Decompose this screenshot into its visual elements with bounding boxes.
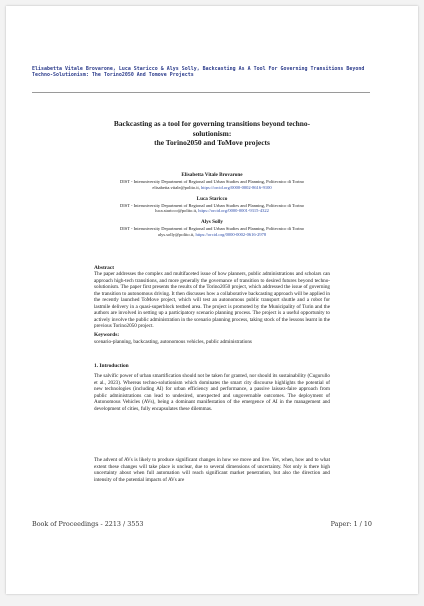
- orcid-link[interactable]: https://orcid.org/0000-0002-8616-9100: [201, 184, 272, 190]
- author-name: Luca Staricco: [196, 195, 228, 202]
- author-affiliation: DIST - Interuniversity Department of Regional and Urban Studies and Planning, Politecnico di Torino: [120, 179, 304, 184]
- author-contact: [66, 232, 358, 238]
- author-name: Alys Solly: [200, 219, 224, 226]
- author-email: alys.solly@polito.it,: [157, 231, 196, 237]
- introduction-paragraph: The salvific power of urban smartification should not be taken for granted, nor should its sustainability (Cugurullo et al., 2023). Whereas techno-solutionism which dominates the smart city discourse highlights the potential of new technologies (including AI) for urban efficiency and performance, a passive laissez-faire approach from public administrations can lead to undesired, unexpected and ungovernable outcomes. The deployment of Autonomous Vehicles (AVs), being a dominant manifestation of the emergence of AI in the management and development of cities, fully encapsulates these dilemmas.: [94, 373, 330, 412]
- document-page: [6, 6, 418, 594]
- keywords-heading: Keywords:: [94, 332, 120, 338]
- title-line: Backcasting as a tool for governing transitions beyond techno-: [113, 119, 311, 128]
- introduction-paragraph: The advent of AVs is likely to produce significant changes in how we move and live. Yet, when, how and to what extent these changes will take place is unclear, due to several dimensions of uncertainty. Not only is there high uncertainty about when full automation will reach significant market penetration, but also the direction and intensity of the potential impacts of AVs are: [94, 457, 330, 483]
- author-email: elisabetta.vitale@polito.it,: [152, 184, 202, 190]
- running-head: Elisabetta Vitale Brovarone, Luca Staricco & Alys Solly, Backcasting As A Tool For Governing Transitions Beyond Techno-Solutionism: The Torino2050 And Tomove Projects: [32, 66, 365, 79]
- author-block: [66, 172, 358, 238]
- proceedings-page-counter: Book of Proceedings - 2213 / 3553: [32, 520, 144, 528]
- abstract-text: The paper addresses the complex and multifaceted issue of how planners, public administrations and scholars can approach high-tech transitions, and more generally the governance of transition to desired futures beyond techno-solutionism. The paper first presents the results of the Torino2050 project, which addressed the issue of governing the transition to autonomous driving. It then discusses how a collaborative backcasting approach will be applied in the recently launched ToMove project, which will test an autonomous public transport shuttle and a robot for lastmile delivery in a quasi-superblock testbed area. The project is promoted by the Municipality of Turin and the authors are involved in setting up a participatory scenario planning process. The project is a useful opportunity to actively involve the public administration in the scenario planning process, taking stock of the lessons learnt in the previous Torino2050 project.: [94, 271, 330, 330]
- author-affiliation: DIST - Interuniversity Department of Regional and Urban Studies and Planning, Politecnico di Torino: [120, 226, 304, 232]
- paper-title: [46, 119, 378, 148]
- title-line: solutionism:: [192, 128, 232, 138]
- author-contact: [66, 208, 358, 214]
- orcid-link[interactable]: https://orcid.org/0000-0001-9315-4322: [198, 208, 269, 214]
- header-divider: [32, 92, 370, 93]
- title-line: the Torino2050 and ToMove projects: [154, 138, 270, 148]
- paper-page-counter: Paper: 1 / 10: [330, 520, 372, 528]
- author-affiliation: DIST - Interuniversity Department of Regional and Urban Studies and Planning, Politecnico di Torino: [120, 202, 304, 208]
- abstract-heading: Abstract: [94, 265, 115, 271]
- keywords-text: scenario-planning, backcasting, autonomous vehicles, public administrations: [94, 339, 252, 345]
- orcid-link[interactable]: https://orcid.org/0000-0002-0616-2978: [195, 231, 267, 237]
- author-contact: [66, 185, 358, 191]
- author-name: Elisabetta Vitale Brovarone: [181, 172, 243, 178]
- author-email: luca.staricco@polito.it,: [155, 208, 199, 214]
- introduction-heading: 1. Introduction: [94, 363, 129, 369]
